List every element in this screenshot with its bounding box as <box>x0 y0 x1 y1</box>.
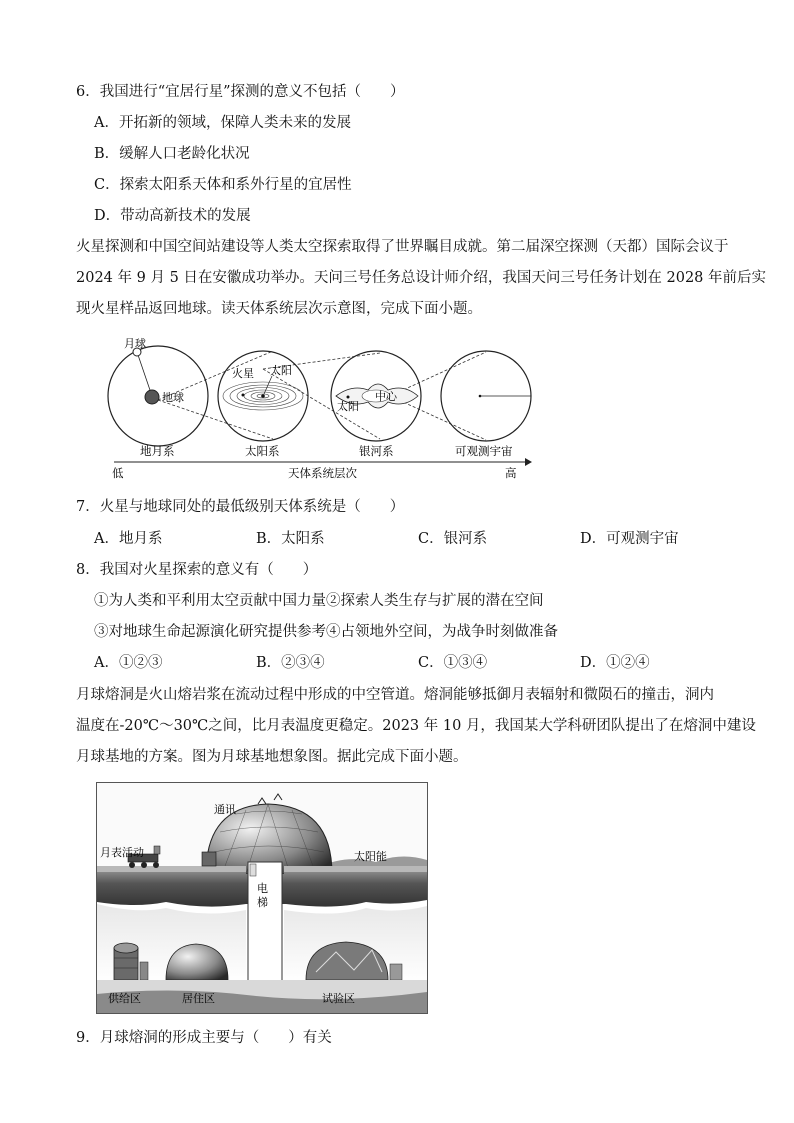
passage1-line-1: 火星探测和中国空间站建设等人类太空探索取得了世界瞩目成就。第二届深空探测（天都）国际会议于 <box>76 239 729 255</box>
q8-option-d: D．①②④ <box>580 655 650 671</box>
earth-label: 地球 <box>162 391 184 404</box>
q6-option-b: B．缓解人口老龄化状况 <box>94 146 250 162</box>
test-zone-label: 试验区 <box>322 992 355 1005</box>
q7-option-a: A．地月系 <box>94 531 163 547</box>
q6-option-a: A．开拓新的领域，保障人类未来的发展 <box>94 115 351 131</box>
sun-label: 太阳 <box>270 364 292 377</box>
q8-option-c: C．①③④ <box>418 655 488 671</box>
celestial-system-diagram <box>100 334 540 484</box>
axis-title: 天体系统层次 <box>288 466 357 480</box>
system-label-universe: 可观测宇宙 <box>455 444 513 458</box>
system-label-solar: 太阳系 <box>245 444 280 458</box>
mars-icon <box>242 394 245 397</box>
q8-statement-2: ③对地球生命起源演化研究提供参考④占领地外空间，为战争时刻做准备 <box>94 624 558 640</box>
living-zone-label: 居住区 <box>182 992 215 1005</box>
q8-statement-1: ①为人类和平利用太空贡献中国力量②探索人类生存与扩展的潜在空间 <box>94 593 544 609</box>
galaxy-center-label: 中心 <box>375 390 397 403</box>
passage2-line-1: 月球熔洞是火山熔岩浆在流动过程中形成的中空管道。熔洞能够抵御月表辐射和微陨石的撞击，洞内 <box>76 687 714 703</box>
moon-label: 月球 <box>124 337 146 350</box>
lunar-base-illustration <box>96 782 428 1014</box>
supply-zone-label: 供给区 <box>108 992 141 1005</box>
system-label-earth-moon: 地月系 <box>140 444 175 458</box>
q7-option-c: C．银河系 <box>418 531 488 547</box>
earth-icon <box>145 390 159 404</box>
q6-option-d: D．带动高新技术的发展 <box>94 208 251 224</box>
system-label-galaxy: 银河系 <box>359 444 394 458</box>
axis-high-label: 高 <box>505 466 517 480</box>
q7-option-d: D．可观测宇宙 <box>580 531 679 547</box>
sun-icon <box>261 394 265 398</box>
q6-stem: 6．我国进行“宜居行星”探测的意义不包括（ ） <box>76 84 405 100</box>
q8-option-b: B．②③④ <box>256 655 325 671</box>
elevator-shaft <box>248 862 282 982</box>
q6-option-c: C．探索太阳系天体和系外行星的宜居性 <box>94 177 352 193</box>
passage2-line-2: 温度在-20℃～30℃之间，比月表温度更稳定。2023 年 10 月，我国某大学科研团队提出了在熔洞中建设 <box>76 718 756 734</box>
q7-option-b: B．太阳系 <box>256 531 325 547</box>
q9-stem: 9．月球熔洞的形成主要与（ ）有关 <box>76 1030 332 1046</box>
comm-label: 通讯 <box>214 803 236 816</box>
q7-stem: 7．火星与地球同处的最低级别天体系统是（ ） <box>76 499 405 515</box>
sun-position-icon <box>347 396 350 399</box>
passage1-line-2: 2024 年 9 月 5 日在安徽成功举办。天问三号任务总设计师介绍，我国天问三号任务计划在 2028 年前后实 <box>76 270 767 286</box>
mars-label: 火星 <box>232 367 254 380</box>
surface-activity-label: 月表活动 <box>100 846 144 859</box>
passage1-line-3: 现火星样品返回地球。读天体系统层次示意图，完成下面小题。 <box>76 301 482 317</box>
axis-low-label: 低 <box>112 466 124 480</box>
zoom-connectors <box>158 351 486 440</box>
galaxy-sun-label: 太阳 <box>337 400 359 413</box>
passage2-line-3: 月球基地的方案。图为月球基地想象图。据此完成下面小题。 <box>76 749 468 765</box>
q8-stem: 8．我国对火星探索的意义有（ ） <box>76 562 318 578</box>
solar-label: 太阳能 <box>354 850 387 863</box>
q8-option-a: A．①②③ <box>94 655 163 671</box>
elevator-label-2: 梯 <box>257 896 268 909</box>
elevator-label-1: 电 <box>257 882 268 895</box>
